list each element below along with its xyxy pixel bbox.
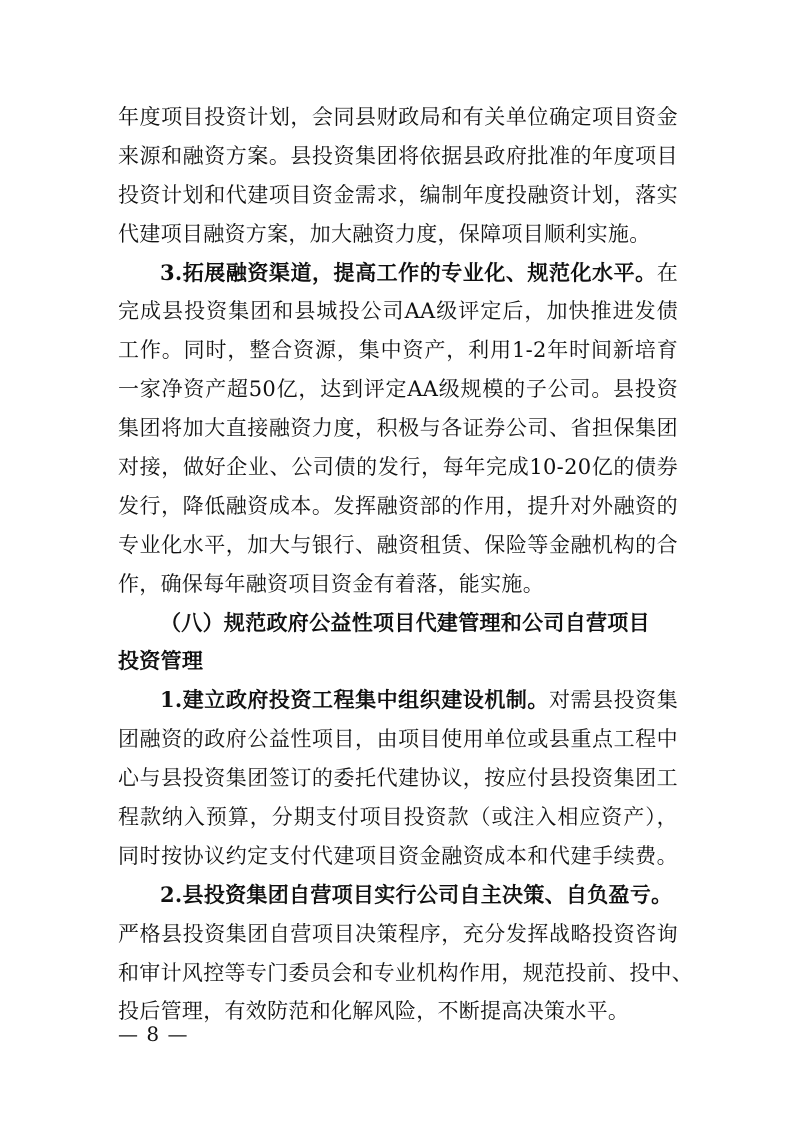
line-text: 和审计风控等专门委员会和专业机构作用，规范投前、投中、 — [118, 960, 694, 985]
line-text: 代建项目融资方案，加大融资力度，保障项目顺利实施。 — [118, 221, 651, 246]
text-line — [118, 331, 678, 370]
body-text — [118, 98, 694, 1031]
text-line — [118, 292, 678, 331]
page-number: — 8 — — [118, 1022, 189, 1046]
line-text: 作，确保每年融资项目资金有着落，能实施。 — [118, 571, 544, 596]
line-text: 来源和融资方案。县投资集团将依据县政府批准的年度项目 — [118, 143, 678, 168]
line-text: 投后管理，有效防范和化解风险，不断提高决策水平。 — [118, 999, 630, 1024]
line-text: 对需县投资集 — [548, 688, 678, 713]
bold-heading: 3.拓展融资渠道，提高工作的专业化、规范化水平。 — [160, 259, 657, 285]
line-text: 团融资的政府公益性项目，由项目使用单位或县重点工程中 — [118, 727, 678, 752]
line-text: 程款纳入预算，分期支付项目投资款（或注入相应资产）， — [118, 805, 678, 830]
text-line — [118, 565, 678, 604]
line-text: 对接，做好企业、公司债的发行，每年完成10-20亿的债券 — [118, 455, 678, 480]
bold-heading: 2.县投资集团自营项目实行公司自主决策、自负盈亏。 — [160, 881, 673, 907]
line-text: 同时按协议约定支付代建项目资金融资成本和代建手续费。 — [118, 843, 678, 868]
line-text: 在 — [656, 260, 678, 285]
text-line — [118, 954, 694, 993]
line-text: 严格县投资集团自营项目决策程序，充分发挥战略投资咨询 — [118, 921, 678, 946]
bold-heading: 1.建立政府投资工程集中组织建设机制。 — [160, 687, 549, 713]
text-line — [118, 876, 678, 915]
text-line — [118, 720, 678, 759]
text-line — [118, 526, 678, 565]
text-line — [118, 487, 678, 526]
text-line — [118, 215, 678, 254]
text-line — [118, 370, 678, 409]
bold-heading: （八）规范政府公益性项目代建管理和公司自营项目 — [160, 609, 650, 635]
text-line — [118, 98, 678, 137]
text-line — [118, 448, 678, 487]
line-text: 投资计划和代建项目资金需求，编制年度投融资计划，落实 — [118, 182, 678, 207]
line-text: 发行，降低融资成本。发挥融资部的作用，提升对外融资的 — [118, 493, 678, 518]
text-line — [118, 798, 678, 837]
line-text: 完成县投资集团和县城投公司AA级评定后，加快推进发债 — [118, 299, 678, 324]
text-line — [118, 992, 678, 1031]
text-line — [118, 409, 678, 448]
line-text: 集团将加大直接融资力度，积极与各证券公司、省担保集团 — [118, 416, 678, 441]
line-text: 专业化水平，加大与银行、融资租赁、保险等金融机构的合 — [118, 532, 678, 557]
text-line — [118, 137, 678, 176]
line-text: 年度项目投资计划，会同县财政局和有关单位确定项目资金 — [118, 105, 678, 129]
line-text: 心与县投资集团签订的委托代建协议，按应付县投资集团工 — [118, 766, 678, 791]
text-line — [118, 915, 678, 954]
bold-heading: 投资管理 — [118, 648, 204, 674]
line-text: 一家净资产超50亿，达到评定AA级规模的子公司。县投资 — [118, 377, 678, 402]
text-line — [118, 759, 678, 798]
text-line — [118, 642, 678, 681]
text-line — [118, 254, 678, 293]
text-line — [118, 837, 678, 876]
line-text: 工作。同时，整合资源，集中资产，利用1-2年时间新培育 — [118, 338, 678, 363]
text-line — [118, 176, 678, 215]
text-line — [118, 604, 678, 643]
text-line — [118, 681, 678, 720]
